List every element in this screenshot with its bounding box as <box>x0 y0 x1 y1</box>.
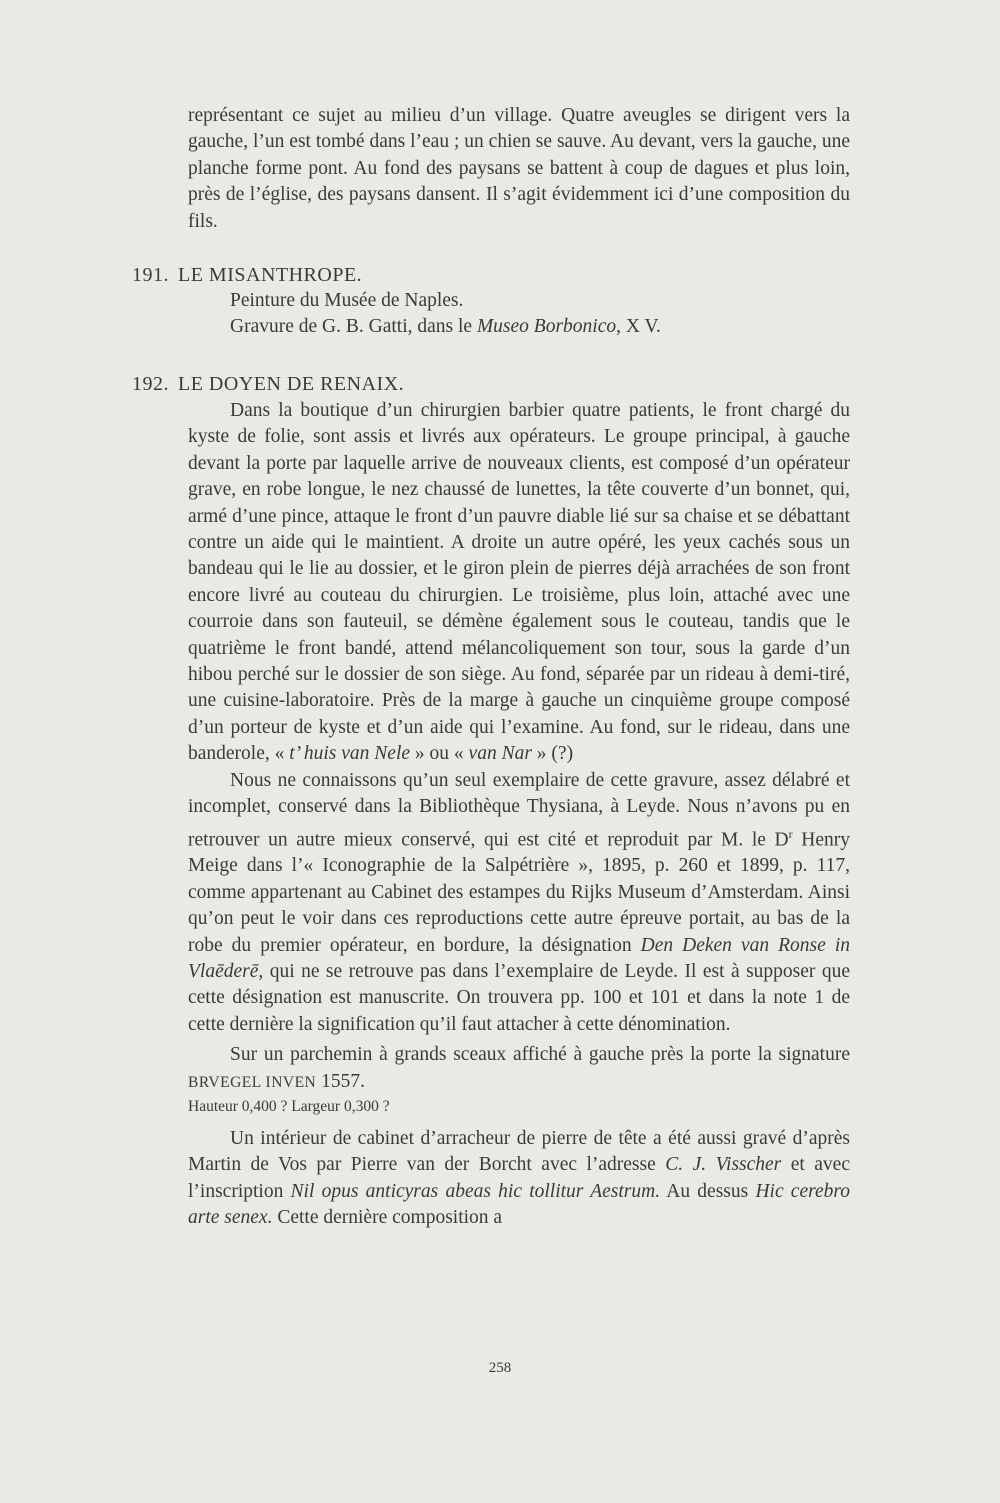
p2-a: Nous ne connaissons qu’un seul exemplaire de cette gravure, assez délabré et incomplet, conservé dans la Bibliothèque Thysiana, à Leyde. Nous n’avons pu en retrouver un autre mieux conservé, qui est cité et reproduit par M. le D <box>188 769 850 850</box>
p2-b: Henry Meige dans l’« Iconographie de la Salpétrière », 1895, p. 260 et 1899, p. 117, comme appartenant au Cabinet des estampes du Rijks Museum d’Amsterdam. Ainsi qu’on peut le voir dans ces reproductions cette autre épreuve portait, au bas de la robe du premier opérateur, en bordure, la désignation <box>188 829 851 956</box>
entry-192-dimensions: Hauteur 0,400 ? Largeur 0,300 ? <box>188 1098 390 1116</box>
p1-q2-close: » (?) <box>531 743 574 765</box>
entry-192-paragraph-2 <box>188 768 850 1039</box>
intro-text: représentant ce sujet au milieu d’un village. Quatre aveugles se dirigent vers la gauche, l’un est tombé dans l’eau ; un chien se sauve. Au devant, vers la gauche, une planche forme pont. Au fond des paysans se battent à coup de dagues et plus loin, près de l’église, des paysans dansent. Il s’agit évidemment ici d’une composition du fils. <box>188 105 850 232</box>
p4-i3: Hic cerebro arte senex. <box>188 1180 851 1229</box>
p3-b: 1557. <box>316 1070 365 1092</box>
intro-paragraph <box>188 103 850 235</box>
entry-191-line2-end: , X V. <box>616 316 661 337</box>
p2-italic: Den Deken van Ronse in Vlaēderē, <box>188 934 850 983</box>
p1-q1-close: » ou « <box>410 743 469 765</box>
page-number: 258 <box>488 1360 512 1376</box>
entry-192-paragraph-3 <box>188 1042 850 1096</box>
p4-d: Cette dernière composition a <box>272 1207 503 1229</box>
p4-a: Un intérieur de cabinet d’arracheur de pierre de tête a été aussi gravé d’après Martin de Vos par Pierre van der Borcht avec l’adresse <box>188 1128 850 1176</box>
entry-191-heading <box>132 262 850 288</box>
entry-192-title: LE DOYEN DE RENAIX. <box>178 373 405 395</box>
entry-191-title: LE MISANTHROPE. <box>178 264 363 286</box>
entry-192 <box>132 371 850 1232</box>
p3-signature: BRVEGEL INVEN <box>188 1073 317 1091</box>
entry-191-line2-text: Gravure de G. B. Gatti, dans le <box>230 316 477 337</box>
entry-192-paragraph-1 <box>188 398 850 768</box>
p1-q1-open: « <box>274 743 290 765</box>
entry-192-heading <box>132 371 850 397</box>
entry-191 <box>132 262 850 340</box>
p1-q2-italic: van Nar <box>468 743 532 765</box>
p4-i1: C. J. Visscher <box>665 1154 782 1176</box>
p4-c: Au dessus <box>660 1180 756 1202</box>
p1-main: Dans la boutique d’un chirurgien barbier quatre patients, le front chargé du kyste de folie, sont assis et livrés aux opérateurs. Le groupe principal, à gauche devant la porte par laquelle arrive de nouveaux clients, est composé d’un opérateur grave, en robe longue, le nez chaussé de lunettes, la tête couverte d’un bonnet, qui, armé d’une pince, attaque le front d’un pauvre diable lié sur sa chaise et se débattant contre un aide qui le maintient. A droite un autre opéré, les yeux cachés sous un bandeau qui le lie au dossier, et le giron plein de pierres déjà arrachées de son front encore livré au couteau du chirurgien. Le troisième, plus loin, attaché avec une courroie dans son fauteuil, se démène également sous le couteau, tandis que le quatrième le front bandé, attend mélancoliquement son tour, sous la garde d’un hibou perché sur le dossier de son siège. Au fond, séparée par un rideau à demi-tiré, une cuisine-laboratoire. Près de la marge à gauche un cinquième groupe composé d’un porteur de kyste et d’un aide qui l’examine. Au fond, sur le rideau, dans une banderole, <box>188 400 850 765</box>
entry-191-museo: Museo Borbonico <box>476 316 617 337</box>
p4-i2: Nil opus anticyras abeas hic tollitur Aestrum. <box>290 1180 661 1202</box>
p2-c: qui ne se retrouve pas dans l’exemplaire de Leyde. Il est à supposer que cette désignation est manuscrite. On trouvera pp. 100 et 101 et dans la note 1 de cette dernière la signification qu’il faut attacher à cette dénomination. <box>188 961 850 1035</box>
p2-sup: r <box>788 826 793 841</box>
p4-b: et avec l’inscription <box>188 1154 850 1202</box>
entry-191-line2 <box>132 314 850 340</box>
p3-a: Sur un parchemin à grands sceaux affiché à gauche près la porte la signature <box>230 1044 850 1066</box>
p1-q1-italic: t’ huis van Nele <box>289 743 411 765</box>
entry-191-number: 191. <box>132 264 169 286</box>
entry-191-line1: Peinture du Musée de Naples. <box>230 290 464 311</box>
entry-192-number: 192. <box>132 373 169 395</box>
entry-192-paragraph-4 <box>188 1126 850 1232</box>
